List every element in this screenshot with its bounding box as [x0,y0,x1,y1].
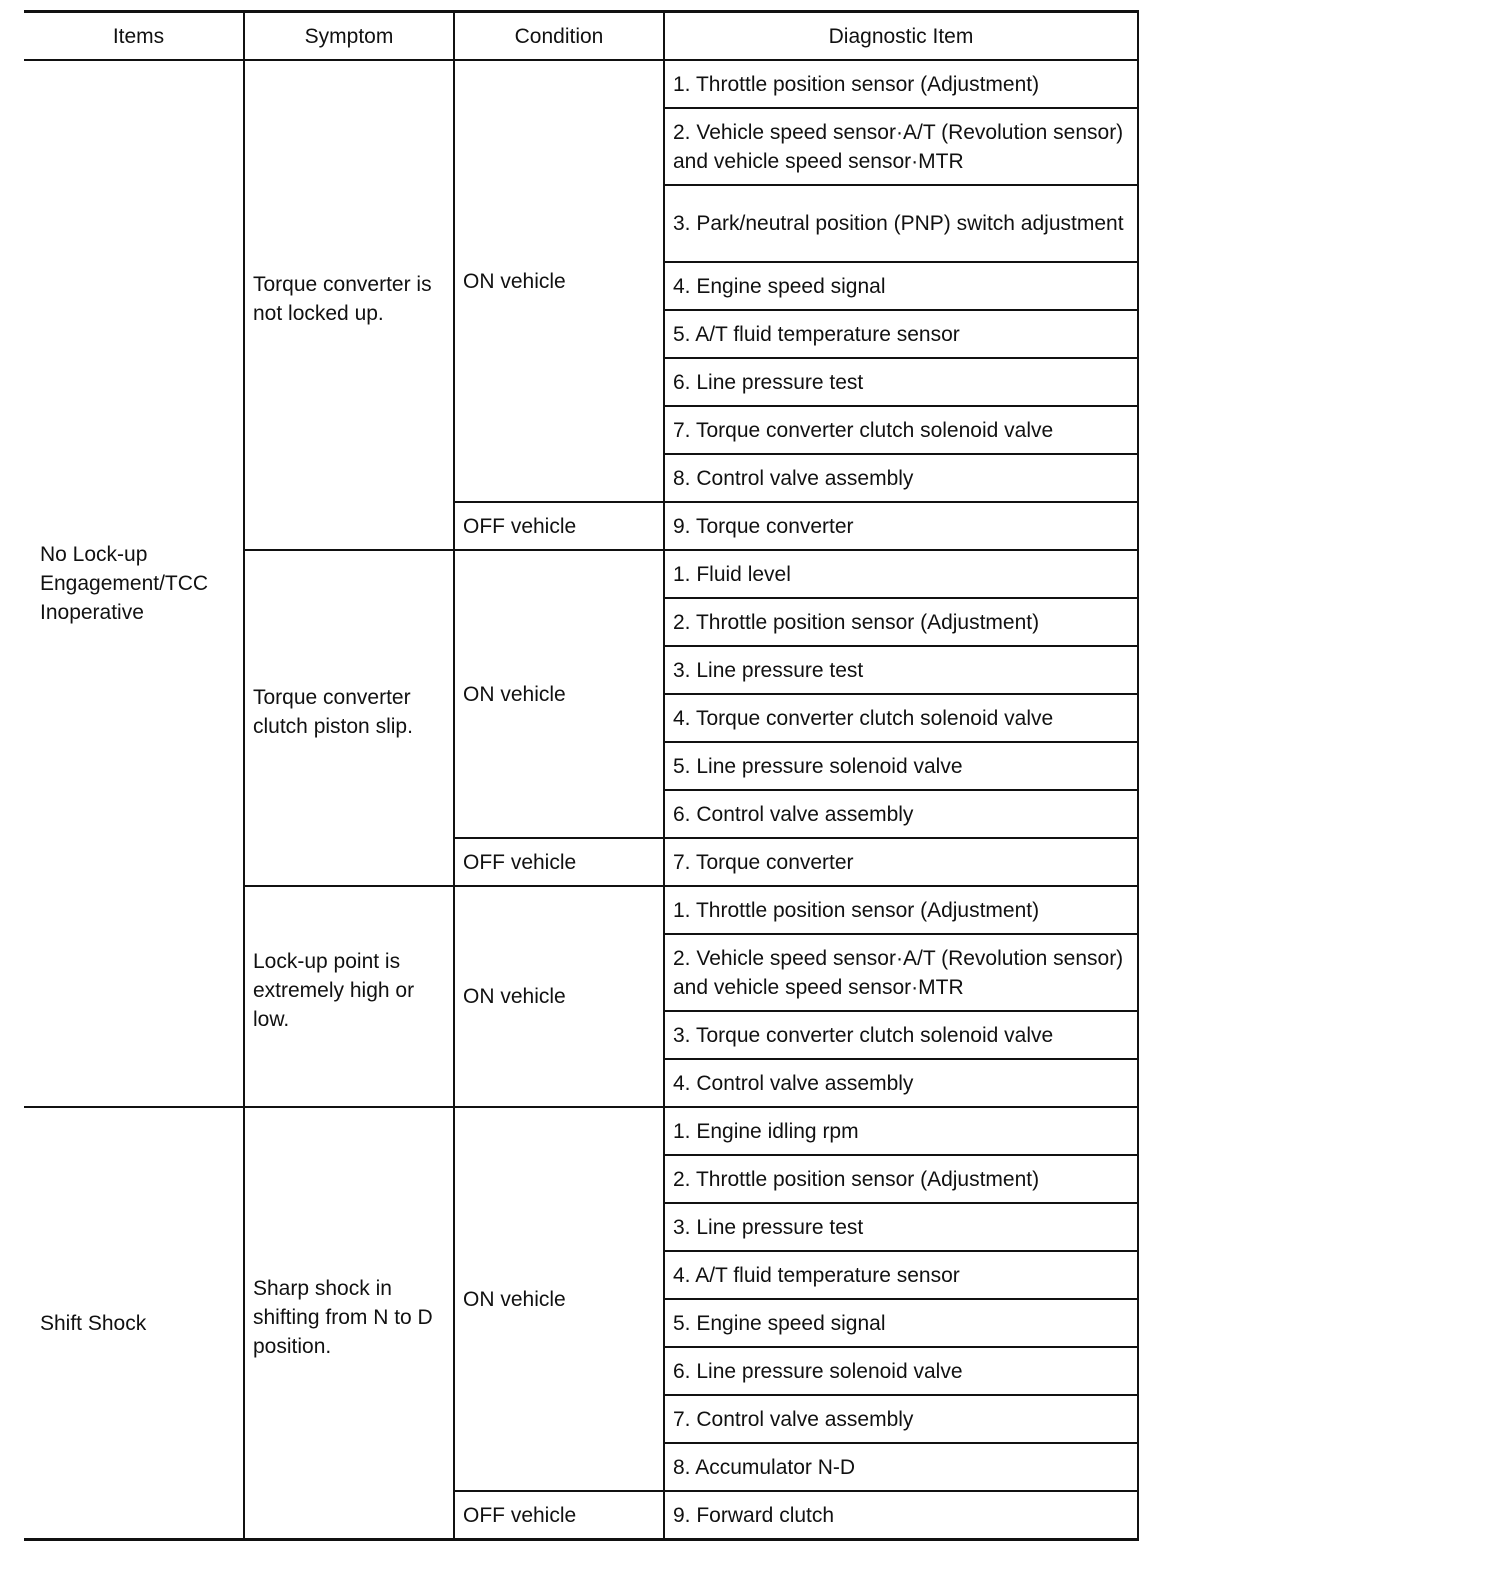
diagnostic-item-cell: 4. Control valve assembly [664,1059,1138,1107]
diagnostic-item-cell: 6. Line pressure solenoid valve [664,1347,1138,1395]
symptom-cell: Sharp shock in shifting from N to D position. [244,1107,454,1540]
diagnostic-item-cell: 5. A/T fluid temperature sensor [664,310,1138,358]
table-row [24,1107,1138,1155]
condition-cell: ON vehicle [454,60,664,502]
diagnostic-item-cell: 5. Line pressure solenoid valve [664,742,1138,790]
diagnostic-item-cell: 6. Control valve assembly [664,790,1138,838]
diagnostic-item-cell: 7. Torque converter [664,838,1138,886]
header-condition: Condition [454,12,664,61]
diagnostic-item-cell: 1. Throttle position sensor (Adjustment) [664,886,1138,934]
symptom-cell: Torque converter clutch piston slip. [244,550,454,886]
diagnostic-item-cell: 4. Torque converter clutch solenoid valve [664,694,1138,742]
condition-cell: ON vehicle [454,886,664,1107]
table-body [24,60,1138,1540]
diagnostic-item-cell: 4. Engine speed signal [664,262,1138,310]
diagnostic-item-cell: 3. Torque converter clutch solenoid valve [664,1011,1138,1059]
diagnostic-item-cell: 6. Line pressure test [664,358,1138,406]
symptom-cell: Lock-up point is extremely high or low. [244,886,454,1107]
symptom-cell: Torque converter is not locked up. [244,60,454,550]
diagnostic-table [24,10,1139,1541]
diagnostic-item-cell: 8. Accumulator N-D [664,1443,1138,1491]
condition-cell: ON vehicle [454,1107,664,1491]
diagnostic-item-cell: 2. Vehicle speed sensor·A/T (Revolution sensor) and vehicle speed sensor·MTR [664,108,1138,185]
diagnostic-item-cell: 9. Forward clutch [664,1491,1138,1540]
diagnostic-item-cell: 1. Fluid level [664,550,1138,598]
diagnostic-item-cell: 2. Throttle position sensor (Adjustment) [664,1155,1138,1203]
condition-cell: OFF vehicle [454,1491,664,1540]
condition-cell: ON vehicle [454,550,664,838]
diagnostic-item-cell: 1. Engine idling rpm [664,1107,1138,1155]
header-symptom: Symptom [244,12,454,61]
diagnostic-item-cell: 2. Vehicle speed sensor·A/T (Revolution sensor) and vehicle speed sensor·MTR [664,934,1138,1011]
diagnostic-item-cell: 4. A/T fluid temperature sensor [664,1251,1138,1299]
diagnostic-item-cell: 8. Control valve assembly [664,454,1138,502]
diagnostic-item-cell: 9. Torque converter [664,502,1138,550]
items-cell: No Lock-up Engagement/TCC Inoperative [24,60,244,1107]
table-header [24,12,1138,61]
header-items: Items [24,12,244,61]
header-row [24,12,1138,61]
table-row [24,60,1138,108]
diagnostic-item-cell: 7. Control valve assembly [664,1395,1138,1443]
diagnostic-item-cell: 7. Torque converter clutch solenoid valve [664,406,1138,454]
diagnostic-item-cell: 5. Engine speed signal [664,1299,1138,1347]
condition-cell: OFF vehicle [454,838,664,886]
diagnostic-item-cell: 2. Throttle position sensor (Adjustment) [664,598,1138,646]
diagnostic-item-cell: 3. Line pressure test [664,646,1138,694]
diagnostic-item-cell: 3. Line pressure test [664,1203,1138,1251]
header-diagnostic-item: Diagnostic Item [664,12,1138,61]
items-cell: Shift Shock [24,1107,244,1540]
diagnostic-item-cell: 1. Throttle position sensor (Adjustment) [664,60,1138,108]
condition-cell: OFF vehicle [454,502,664,550]
diagnostic-item-cell: 3. Park/neutral position (PNP) switch adjustment [664,185,1138,262]
